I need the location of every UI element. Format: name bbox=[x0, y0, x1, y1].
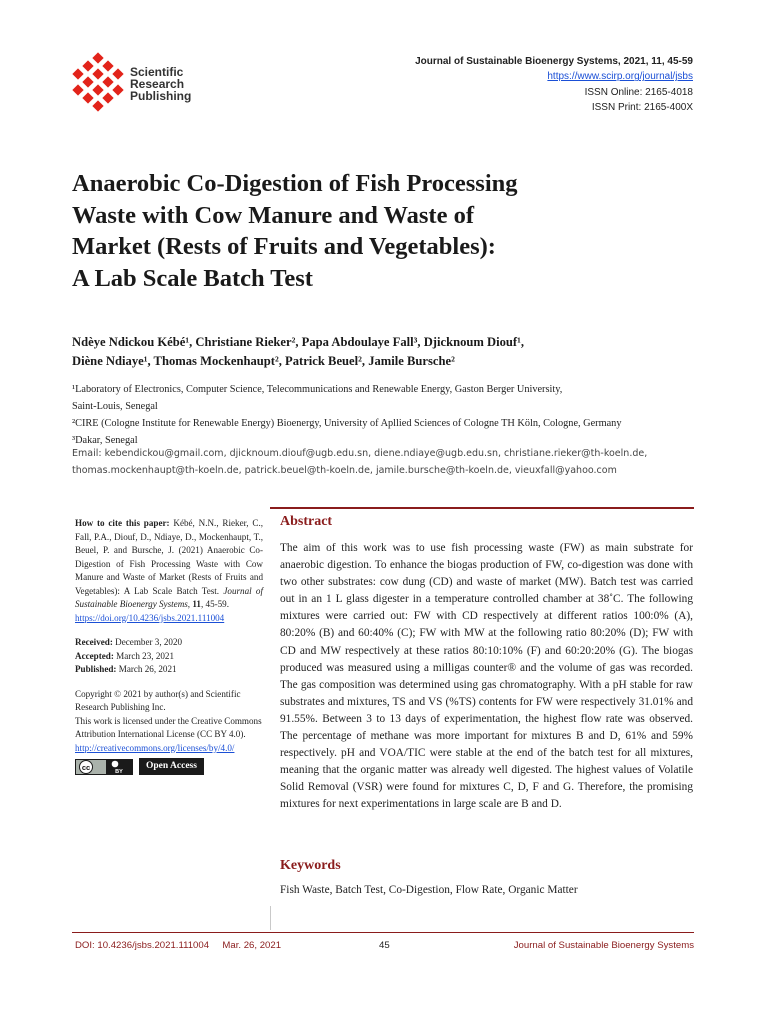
affiliation-line: ²CIRE (Cologne Institute for Renewable Energy) Bioenergy, University of Apllied Sciences of Cologne TH Köln, Cologne, Germany bbox=[72, 418, 622, 429]
license-badges bbox=[75, 758, 263, 775]
cite-text: Kébé, N.N., Rieker, C., Fall, P.A., Diouf, D., Ndiaye, D., Mockenhaupt, T., Beuel, P. and Bursche, J. (2021) Anaerobic Co-Digestion of Fish Processing Waste with Cow Manure and Waste of Market (Rests of Fruits and Vegetables): A Lab Scale Batch Test. bbox=[75, 518, 263, 596]
footer-divider bbox=[72, 932, 694, 933]
cite-pages: , 45-59. bbox=[200, 599, 230, 609]
journal-citation: Journal of Sustainable Bioenergy Systems, 2021, 11, 45-59 bbox=[415, 56, 693, 67]
citation-sidebar bbox=[75, 517, 263, 775]
by-text: BY bbox=[115, 768, 123, 775]
open-access-badge[interactable]: Open Access bbox=[139, 758, 204, 775]
authors-line: Diène Ndiaye¹, Thomas Mockenhaupt², Patrick Beuel², Jamile Bursche² bbox=[72, 353, 455, 368]
scirp-diamond-icon bbox=[72, 52, 128, 112]
abstract-heading: Abstract bbox=[280, 514, 333, 529]
affiliation-line: ¹Laboratory of Electronics, Computer Science, Telecommunications and Renewable Energy, Gaston Berger University, bbox=[72, 384, 563, 395]
paper-title bbox=[72, 168, 632, 294]
title-line: A Lab Scale Batch Test bbox=[72, 264, 313, 292]
journal-url-link[interactable]: https://www.scirp.org/journal/jsbs bbox=[547, 71, 693, 83]
title-line: Waste with Cow Manure and Waste of bbox=[72, 201, 475, 229]
journal-info bbox=[415, 54, 693, 116]
published-label: Published: bbox=[75, 664, 117, 674]
cite-label: How to cite this paper: bbox=[75, 518, 170, 528]
logo-text-line2: Research bbox=[130, 77, 185, 91]
received-label: Received: bbox=[75, 637, 113, 647]
keywords-divider bbox=[270, 906, 271, 930]
accepted-label: Accepted: bbox=[75, 650, 114, 661]
title-line: Anaerobic Co-Digestion of Fish Processing bbox=[72, 170, 518, 197]
authors-line: Ndèye Ndickou Kébé¹, Christiane Rieker², Papa Abdoulaye Fall³, Djicknoum Diouf¹, bbox=[72, 335, 525, 349]
cc-by-badge[interactable] bbox=[75, 759, 133, 775]
affiliation-line: ³Dakar, Senegal bbox=[72, 435, 138, 446]
abstract-text: The aim of this work was to use fish processing waste (FW) as main substrate for anaerobic digestion. To enhance the biogas production of FW, co-digestion was done with two other substrates: cow dung (CD) and waste of market (MW). Batch test was carried out in an 1 L glass digester in a temperature controlled chamber at 38˚C. The following mixtures were carried out: FW with CD respectively at different ratios 100:0% (A), 80:20% (B) and 60:40% (C); FW with MW at the following ratio 80:20% (D); FW with CD and MW respectively at these ratios 80:10:10% (F) and 60:20:20% (G). The biogas produced was measured using a milligas counter® and the volume of gas was recorded. The gas composition was determined using gas chromatography. With a pH stable for raw substrates and mixtures, TS and VS (%TS) contents for FW were respectively 31.01% and 91.55%. Between 3 to 13 days of experimentation, the highest flow rate was observed. The percentage of methane was more important for mixtures B and D, 61% and 59% respectively. pH and VOA/TIC were stable at the end of the batch test for all mixtures, meaning that the organic matter was already well digested. The highest values of Volatile Solid Removal (VSR) were found for mixtures C, D, F and G. Therefore, the promising mixtures for next experimentations in large scale are B and D. bbox=[280, 542, 693, 811]
title-line: Market (Rests of Fruits and Vegetables): bbox=[72, 233, 496, 260]
publisher-logo[interactable] bbox=[72, 52, 202, 112]
published-date: March 26, 2021 bbox=[118, 664, 177, 674]
footer-doi-link[interactable]: DOI: 10.4236/jsbs.2021.111004 bbox=[75, 940, 210, 951]
author-emails bbox=[72, 445, 702, 479]
affiliations bbox=[72, 381, 702, 449]
email-line[interactable]: thomas.mockenhaupt@th-koeln.de, patrick.beuel@th-koeln.de, jamile.bursche@th-koeln.de, vieuxfall@yahoo.com bbox=[72, 465, 617, 476]
accepted-row bbox=[75, 650, 263, 664]
keywords-heading: Keywords bbox=[280, 858, 341, 873]
cite-volume: 11 bbox=[192, 599, 201, 609]
how-to-cite bbox=[75, 517, 263, 625]
logo-text-line1: Scientific bbox=[130, 65, 184, 79]
footer-journal-name: Journal of Sustainable Bioenergy Systems bbox=[513, 940, 694, 951]
abstract-divider bbox=[270, 507, 694, 509]
logo-text-line3: Publishing bbox=[130, 89, 192, 103]
received-date: December 3, 2020 bbox=[115, 637, 183, 647]
cite-journal: Journal of Sustainable Bioenergy Systems, bbox=[75, 585, 263, 609]
copyright-notice: Copyright © 2021 by author(s) and Scientific Research Publishing Inc. bbox=[75, 688, 241, 712]
affiliation-line: Saint-Louis, Senegal bbox=[72, 401, 158, 412]
author-list bbox=[72, 333, 682, 370]
license-url-link[interactable]: http://creativecommons.org/licenses/by/4.0/ bbox=[75, 742, 235, 753]
published-row bbox=[75, 663, 263, 677]
received-row bbox=[75, 636, 263, 650]
issn-online: ISSN Online: 2165-4018 bbox=[584, 86, 693, 98]
cite-doi-link[interactable]: https://doi.org/10.4236/jsbs.2021.111004 bbox=[75, 612, 225, 623]
page-number: 45 bbox=[379, 940, 390, 951]
email-line[interactable]: Email: kebendickou@gmail.com, djicknoum.diouf@ugb.edu.sn, diene.ndiaye@ugb.edu.sn, christiane.rieker@th-koeln.de, bbox=[72, 448, 648, 459]
issn-print: ISSN Print: 2165-400X bbox=[591, 102, 693, 114]
footer-date: Mar. 26, 2021 bbox=[222, 940, 282, 951]
keywords-text: Fish Waste, Batch Test, Co-Digestion, Flow Rate, Organic Matter bbox=[280, 884, 578, 896]
cc-text: cc bbox=[81, 762, 91, 772]
creative-commons-icon bbox=[75, 759, 133, 775]
footer-doi bbox=[75, 940, 281, 951]
accepted-date: March 23, 2021 bbox=[116, 650, 175, 661]
license-text: This work is licensed under the Creative Commons Attribution International License (CC BY 4.0). bbox=[75, 715, 262, 739]
